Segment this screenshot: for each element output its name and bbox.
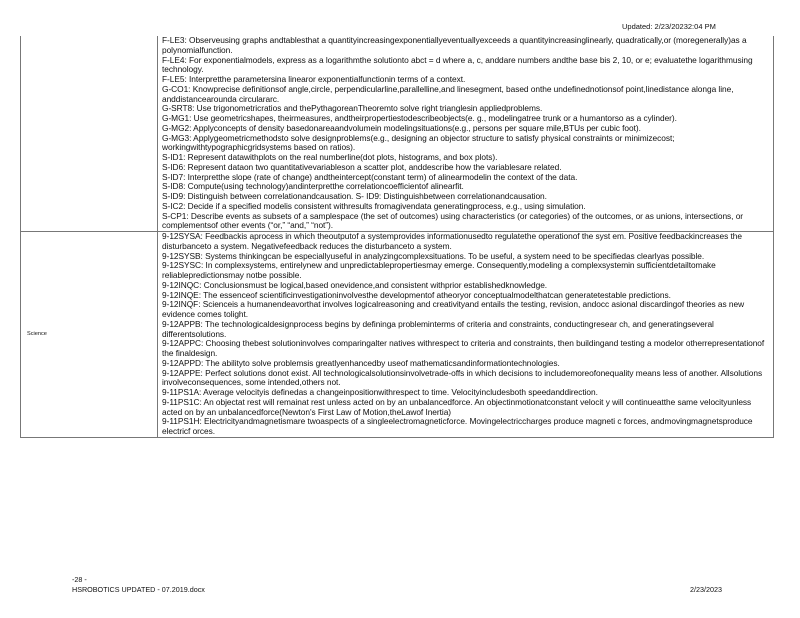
standard-item: S-ID1: Represent datawithplots on the real numberline(dot plots, histograms, and box plots).	[162, 152, 498, 162]
standard-item: S-ID8: Compute(using technology)andinterpretthe correlationcoefficientof alinearfit.	[162, 181, 464, 192]
standard-item: F-LE4: For exponentialmodels, express as a logarithmthe solutionto abct = d where a, c, anddare numbers andthe base bis 2, 10, or e; evaluatethe logarithmusing technology.	[162, 54, 753, 75]
standard-item: 9-12APPB: The technologicaldesignprocess begins by defininga probleminterms of criteria and constraints, conductingresear ch, and generatingseveral differentsolutions.	[162, 318, 714, 339]
standard-item: F-LE3: Observeusing graphs andtablesthat a quantityincreasingexponentiallyeventuallyexceeds a quantityincreasinglinearly, quadratically,or (moregenerally)as a polynomialfunction.	[162, 35, 747, 55]
standards-table	[20, 36, 774, 438]
subject-cell	[21, 36, 158, 232]
page-number: -28 -	[72, 575, 87, 584]
standard-item: G-MG3: Applygeometricmethodsto solve designproblems(e.g., designing an objector structure to satisfy physical constraints or minimizecost; workingwithtypographicgridsystems based on ratios).	[162, 132, 675, 153]
standard-item: S-ID9: Distinguish between correlationandcausation. S- ID9: Distinguishbetween correlationandcausation.	[162, 191, 547, 201]
subject-cell-science: Science	[21, 232, 158, 438]
footer-left	[72, 575, 205, 594]
footer-date: 2/23/2023	[690, 585, 722, 594]
standard-item: 9-11PS1A: Average velocityis definedas a changeinpositionwithrespect to time. Velocityincludesboth speedanddirection.	[162, 387, 598, 397]
standard-item: G-SRT8: Use trigonometricratios and thePythagoreanTheoremto solve right trianglesin appliedproblems.	[162, 103, 543, 114]
standard-item: 9-12SYSA: Feedbackis aprocess in which theoutputof a systemprovides informationusedto regulatethe operationof the syst em. Positive feedbackincreases the disturbanceto a system. Negativefeedback reduces the disturbanceto a system.	[162, 231, 742, 251]
standard-item: 9-11PS1C: An objectat rest will remainat rest unless acted on by an unbalancedforce. An objectinmotionatconstant velocit y will continueatthe same velocityunless acted on by an unbalancedforce(Newton's First Law of Motion,theLawof Inertia)	[162, 396, 752, 417]
standard-item: G-MG2: Applyconcepts of density basedonareaandvolumein modelingsituations(e.g., persons per square mile,BTUs per cubic foot).	[162, 122, 641, 133]
standard-item: 9-12SYSB: Systems thinkingcan be especiallyuseful in analyzingcomplexsituations. To be useful, a system need to be specifiedas clearlyas possible.	[162, 250, 705, 261]
table-row-math	[21, 36, 774, 232]
standard-item: S-ID6: Represent dataon two quantitativevariableson a scatter plot, anddescribe how the variablesare related.	[162, 161, 562, 172]
standard-item: S-IC2: Decide if a specified modelis consistent withresults fromagivendata generatingprocess, e.g., using simulation.	[162, 200, 586, 211]
standard-item: 9-12INQE: The essenceof scientificinvestigationinvolvesthe developmentof atheoryor conceptualmodelthatcan generatetestable predictions.	[162, 289, 671, 300]
standard-item: G-CO1: Knowprecise definitionsof angle,circle, perpendicularline,parallelline,and linesegment, based onthe undefinednotionsof point,linedistance alonga line, anddistancearounda circulararc.	[162, 83, 734, 104]
standard-item: 9-12SYSC: In complexsystems, entirelynew and unpredictablepropertiesmay emerge. Consequently,modeling a complexsystemin sufficientdetailtomake reliablepredictionsmay notbe possible.	[162, 260, 716, 280]
updated-timestamp: Updated: 2/23/20232:04 PM	[622, 22, 716, 31]
standard-item: 9-12APPD: The abilityto solve problemsis greatlyenhancedby useof mathematicsandinformationtechnologies.	[162, 357, 560, 368]
standard-item: 9-12APPE: Perfect solutions donot exist. All technologicalsolutionsinvolvetrade-offs in which decisions to includemoreofonequality means less of another. Allsolutions involveconsequences, some intended,others not.	[162, 367, 763, 388]
standard-item: F-LE5: Interpretthe parametersina linearor exponentialfunctionin terms of a context.	[162, 74, 466, 84]
standard-item: 9-12INQC: Conclusionsmust be logical,based onevidence,and consistent withprior establishedknowledge.	[162, 279, 548, 290]
standard-item: G-MG1: Use geometricshapes, theirmeasures, andtheirpropertiestodescribeobjects(e. g., modelingatree trunk or a humantorso as a cylinder).	[162, 113, 677, 123]
document-filename: HSROBOTICS UPDATED - 07.2019.docx	[72, 584, 205, 594]
table-row-science	[21, 232, 774, 438]
standard-item: 9-12INQF: Scienceis a humanendeavorthat involves logicalreasoning and creativityand entails the testing, revision, andocc asional discardingof theories as new evidence comes tolight.	[162, 299, 745, 319]
standard-item: S-CP1: Describe events as subsets of a samplespace (the set of outcomes) using characteristics (or categories) of the outcomes, or as unions, intersections, or complementsof other events (“or,” “and,” “not”).	[162, 210, 744, 231]
standards-cell	[158, 232, 774, 438]
standard-item: 9-12APPC: Choosing thebest solutioninvolves comparingalter natives withrespect to criteria and constraints, then buildingand testing a modelor otherrepresentationof the finaldesign.	[162, 338, 765, 358]
standard-item: S-ID7: Interpretthe slope (rate of change) andtheintercept(constant term) of alinearmodelin the context of the data.	[162, 171, 578, 182]
standard-item: 9-11PS1H: Electricityandmagnetismare twoaspects of a singleelectromagneticforce. Movingelectriccharges produce magneti c forces, andmovingmagnetsproduce electricf orces.	[162, 416, 753, 436]
standards-cell	[158, 36, 774, 232]
